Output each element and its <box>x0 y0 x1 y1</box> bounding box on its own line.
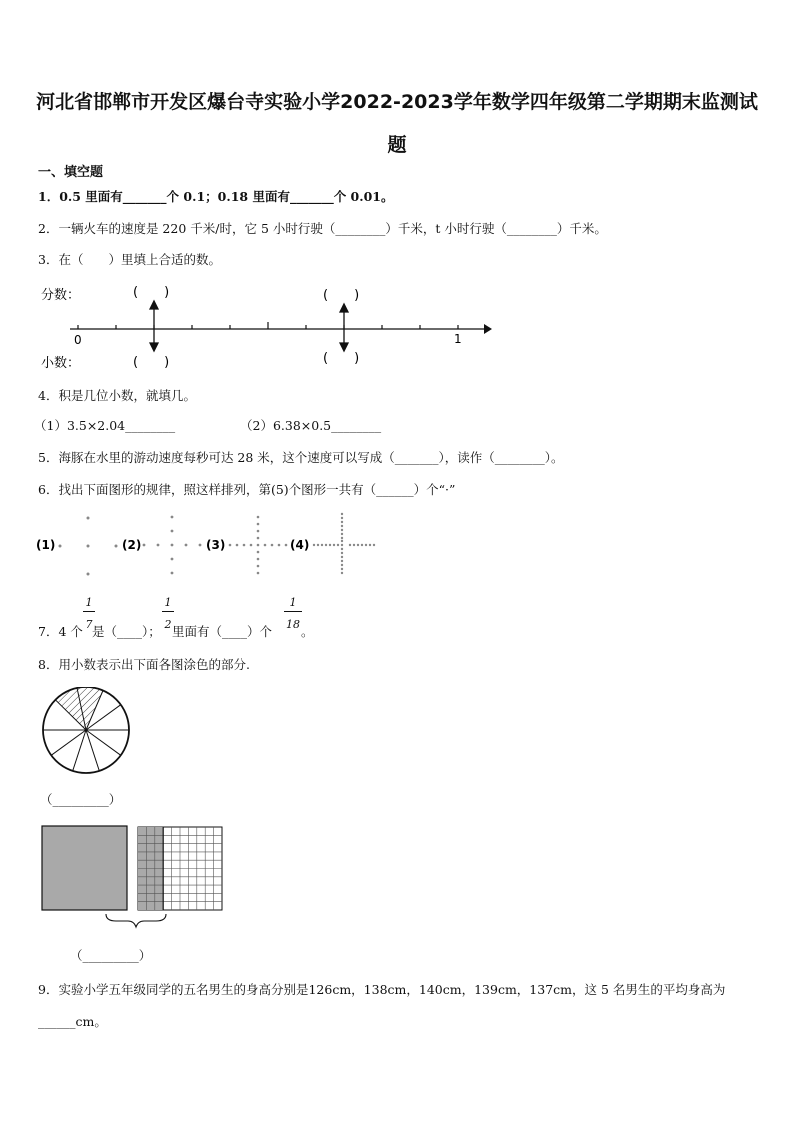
fraction-3-denominator: 18 <box>286 618 300 631</box>
fraction-2-numerator: 1 <box>164 596 172 609</box>
section-heading: 一、填空题 <box>38 165 104 180</box>
number-line-figure <box>36 278 496 378</box>
shaded-circle-figure <box>38 687 138 777</box>
answer-blank-squares: （_________） <box>70 948 152 963</box>
axis-label-zero: 0 <box>74 333 82 347</box>
pattern-label-3: (3) <box>206 538 226 552</box>
pattern-label-2: (2) <box>122 538 142 552</box>
fraction-1-denominator: 7 <box>85 618 93 631</box>
decimal-blank-1: ( ) <box>133 355 170 370</box>
axis-label-one: 1 <box>454 332 462 346</box>
question-9-continued: ______cm。 <box>38 1014 107 1029</box>
arrow-marker-1 <box>150 301 158 351</box>
brace-icon <box>106 914 166 927</box>
dot-pattern-figure <box>36 510 376 580</box>
q7-suffix: 。 <box>301 624 314 639</box>
decimal-label: 小数： <box>41 356 81 371</box>
question-4-part1: （1）3.5×2.04________ <box>34 418 176 433</box>
page-title-continued: 题 <box>387 134 407 156</box>
dot-pattern-2 <box>143 516 202 575</box>
q7-prefix: 7．4 个 <box>38 624 83 639</box>
question-8: 8．用小数表示出下面各图涂色的部分. <box>38 657 250 672</box>
question-1: 1．0.5 里面有_______个 0.1；0.18 里面有_______个 0.01。 <box>38 189 394 204</box>
answer-blank-circle: （_________） <box>40 792 122 807</box>
question-6: 6．找出下面图形的规律，照这样排列，第(5)个图形一共有（______）个“·” <box>38 482 456 497</box>
dot-pattern-4 <box>313 513 375 574</box>
question-4: 4．积是几位小数，就填几。 <box>38 388 196 403</box>
q7-mid1: 是（____）； <box>92 624 161 639</box>
page-title: 河北省邯郸市开发区爆台寺实验小学2022-2023学年数学四年级第二学期期末监测试 <box>36 91 758 113</box>
hundred-grid <box>138 827 222 910</box>
fraction-1-numerator: 1 <box>85 596 93 609</box>
q7-mid2: 里面有（____）个 <box>172 624 273 639</box>
question-7 <box>38 596 438 638</box>
axis-arrow-icon <box>484 324 492 334</box>
fraction-blank-1: ( ) <box>133 285 170 300</box>
question-9: 9．实验小学五年级同学的五名男生的身高分别是126cm，138cm，140cm，139cm，137cm，这 5 名男生的平均身高为 <box>38 982 726 997</box>
shaded-squares-figure <box>40 824 230 936</box>
fraction-2-denominator: 2 <box>164 618 172 631</box>
fraction-blank-2: ( ) <box>323 288 360 303</box>
question-2: 2．一辆火车的速度是 220 千米/时，它 5 小时行驶（________）千米，t 小时行驶（________）千米。 <box>38 221 607 236</box>
question-3: 3．在（ ）里填上合适的数。 <box>38 252 221 267</box>
pattern-label-1: (1) <box>36 538 56 552</box>
axis-ticks <box>78 322 458 329</box>
fully-shaded-square <box>42 826 127 910</box>
question-4-part2: （2）6.38×0.5________ <box>240 418 382 433</box>
arrow-marker-2 <box>340 304 348 351</box>
question-5: 5．海豚在水里的游动速度每秒可达 28 米，这个速度可以写成（_______），读作（________）。 <box>38 450 564 465</box>
fraction-3-numerator: 1 <box>289 596 297 609</box>
dot-pattern-3 <box>229 516 288 575</box>
decimal-blank-2: ( ) <box>323 351 360 366</box>
pattern-label-4: (4) <box>290 538 310 552</box>
fraction-label: 分数： <box>41 288 81 303</box>
dot-pattern-1 <box>59 517 118 576</box>
